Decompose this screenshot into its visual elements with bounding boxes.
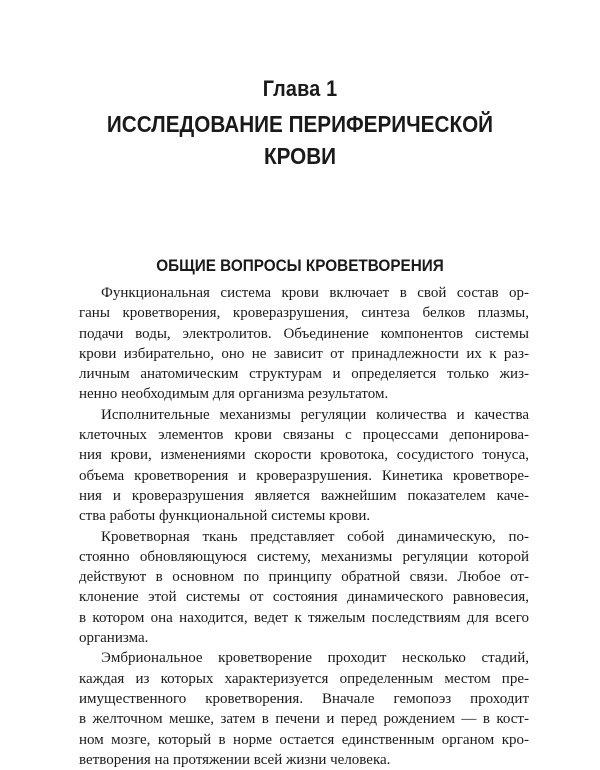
text-line: ния крови, изменениями скорости кровотока, сосудистого тонуса,	[79, 447, 529, 464]
text-line: Исполнительные механизмы регуляции количества и качества	[101, 406, 529, 423]
text-line: подачи воды, электролитов. Объединение компонентов системы	[79, 325, 529, 342]
paragraph	[79, 648, 529, 770]
text-line: клеточных элементов крови связаны с процессами депонирова-	[79, 427, 529, 444]
text-line: объема кроветворения и кроверазрушения. Кинетика кроветворе-	[79, 467, 529, 484]
text-line: Функциональная система крови включает в свой состав ор-	[101, 285, 529, 301]
body-text	[79, 283, 529, 770]
text-line: стоянно обновляющуюся систему, механизмы регуляции которой	[79, 548, 529, 565]
text-line: ном мозге, который в норме остается единственным органом кро-	[79, 731, 529, 748]
chapter-title-line: КРОВИ	[263, 143, 337, 169]
text-line: каждая из которых характеризуется определенным местом пре-	[79, 670, 529, 687]
text-line: ганы кроветворения, кроверазрушения, синтеза белков плазмы,	[79, 305, 529, 322]
text-line: в желточном мешке, затем в печени и перед рождением — в кост-	[79, 711, 529, 728]
text-line: личным анатомическим структурам и определяется только жиз-	[79, 366, 529, 383]
text-line: Кроветворная ткань представляет собой динамическую, по-	[101, 528, 529, 545]
text-line: Эмбриональное кроветворение проходит несколько стадий,	[101, 650, 529, 667]
text-line: имущественного кроветворения. Вначале гемопоэз проходит	[79, 690, 529, 707]
text-line: ветворения на протяжении всей жизни человека.	[79, 751, 391, 768]
text-line: в котором она находится, ведет к тяжелым последствиям для всего	[79, 609, 529, 626]
text-line: клонение этой системы от состояния динамического равновесия,	[79, 589, 529, 606]
text-line: ненно необходимым для организма результатом.	[79, 386, 389, 403]
paragraph	[79, 283, 529, 405]
chapter-title	[30, 108, 570, 172]
text-line: крови избирательно, оно не зависит от принадлежности их к раз-	[79, 345, 529, 362]
paragraph	[79, 405, 529, 527]
text-line: организма.	[79, 630, 149, 647]
section-heading: ОБЩИЕ ВОПРОСЫ КРОВЕТВОРЕНИЯ	[156, 256, 444, 275]
text-line: ния и кроверазрушения является важнейшим показателем каче-	[79, 487, 529, 504]
paragraph	[79, 527, 529, 649]
chapter-label: Глава 1	[262, 76, 338, 101]
text-line: ства работы функциональной системы крови.	[79, 508, 371, 525]
text-line: действуют в основном по принципу обратной связи. Любое от-	[79, 569, 529, 586]
chapter-title-line: ИССЛЕДОВАНИЕ ПЕРИФЕРИЧЕСКОЙ	[106, 111, 494, 137]
